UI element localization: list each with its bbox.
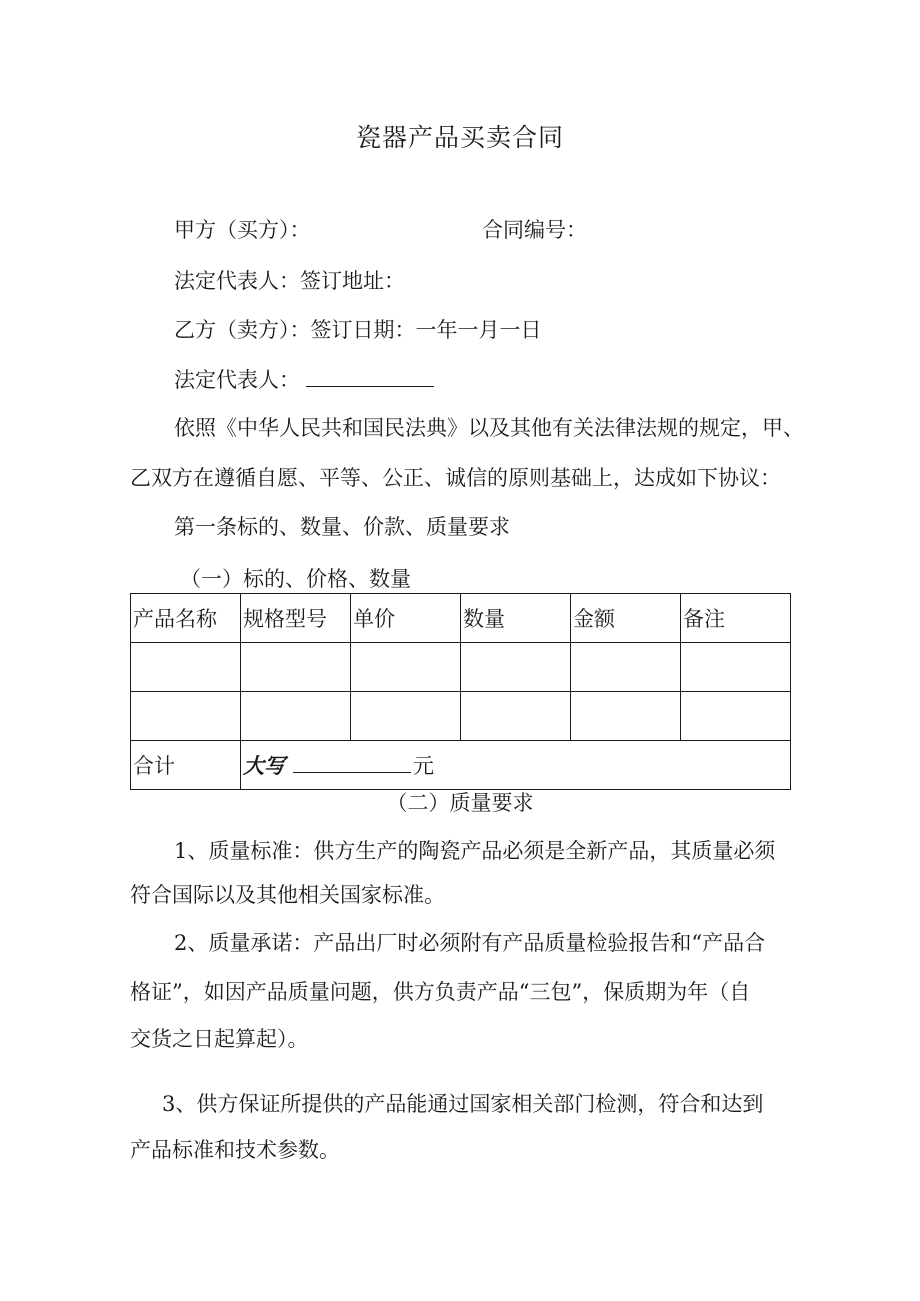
table-header-row: [131, 594, 791, 643]
quality-item-2-line-3: 交货之日起算起）。: [130, 1027, 309, 1051]
table-cell: [351, 692, 461, 741]
total-label: 合计: [131, 741, 241, 790]
table-row: [131, 643, 791, 692]
party-b-sign-date: 乙方（卖方）：签订日期：一年一月一日: [174, 318, 542, 342]
intro-line-1: 依照《中华人民共和国民法典》以及其他有关法律法规的规定，甲、: [174, 416, 804, 440]
quality-item-2-line-1: 2、质量承诺：产品出厂时必须附有产品质量检验报告和“产品合: [174, 931, 766, 955]
article-1-heading: 第一条标的、数量、价款、质量要求: [174, 515, 510, 539]
table-cell: [241, 692, 351, 741]
table-cell: [241, 643, 351, 692]
legal-rep-blank: [306, 366, 434, 387]
header-spec-model: 规格型号: [241, 594, 351, 643]
quality-item-1-line-1: 1、质量标准：供方生产的陶瓷产品必须是全新产品，其质量必须: [174, 839, 776, 863]
goods-table: [130, 593, 791, 790]
header-remarks: 备注: [681, 594, 791, 643]
quality-item-2-line-2: 格证”，如因产品质量问题，供方负责产品“三包”，保质期为年（自: [130, 980, 751, 1004]
table-cell: [131, 643, 241, 692]
contract-number-label: 合同编号：: [482, 218, 587, 242]
quality-item-3-line-2: 产品标准和技术参数。: [130, 1138, 340, 1162]
header-unit-price: 单价: [351, 594, 461, 643]
section-1-heading: （一）标的、价格、数量: [180, 567, 411, 591]
table-cell: [461, 692, 571, 741]
quality-item-3-line-1: 3、供方保证所提供的产品能通过国家相关部门检测，符合和达到: [162, 1092, 764, 1116]
table-cell: [461, 643, 571, 692]
document-title: 瓷器产品买卖合同: [355, 123, 564, 152]
yuan-label: 元: [413, 754, 434, 778]
quality-item-1-line-2: 符合国际以及其他相关国家标准。: [130, 883, 445, 907]
legal-rep-field: [174, 365, 434, 395]
party-a-label: 甲方（买方）：: [174, 218, 311, 242]
section-2-heading: （二）质量要求: [386, 791, 534, 815]
header-quantity: 数量: [461, 594, 571, 643]
header-amount: 金额: [571, 594, 681, 643]
header-product-name: 产品名称: [131, 594, 241, 643]
table-row: [131, 692, 791, 741]
amount-blank: [293, 752, 411, 773]
table-cell: [571, 692, 681, 741]
total-amount-cell: [241, 741, 791, 790]
legal-rep-label: 法定代表人：: [174, 368, 300, 392]
table-cell: [571, 643, 681, 692]
table-total-row: [131, 741, 791, 790]
intro-line-2: 乙双方在遵循自愿、平等、公正、诚信的原则基础上，达成如下协议：: [130, 466, 781, 490]
table-cell: [681, 692, 791, 741]
table-cell: [681, 643, 791, 692]
table-cell: [351, 643, 461, 692]
daxie-label: 大写: [243, 754, 285, 778]
legal-rep-sign-address: 法定代表人：签订地址：: [174, 269, 405, 293]
table-cell: [131, 692, 241, 741]
